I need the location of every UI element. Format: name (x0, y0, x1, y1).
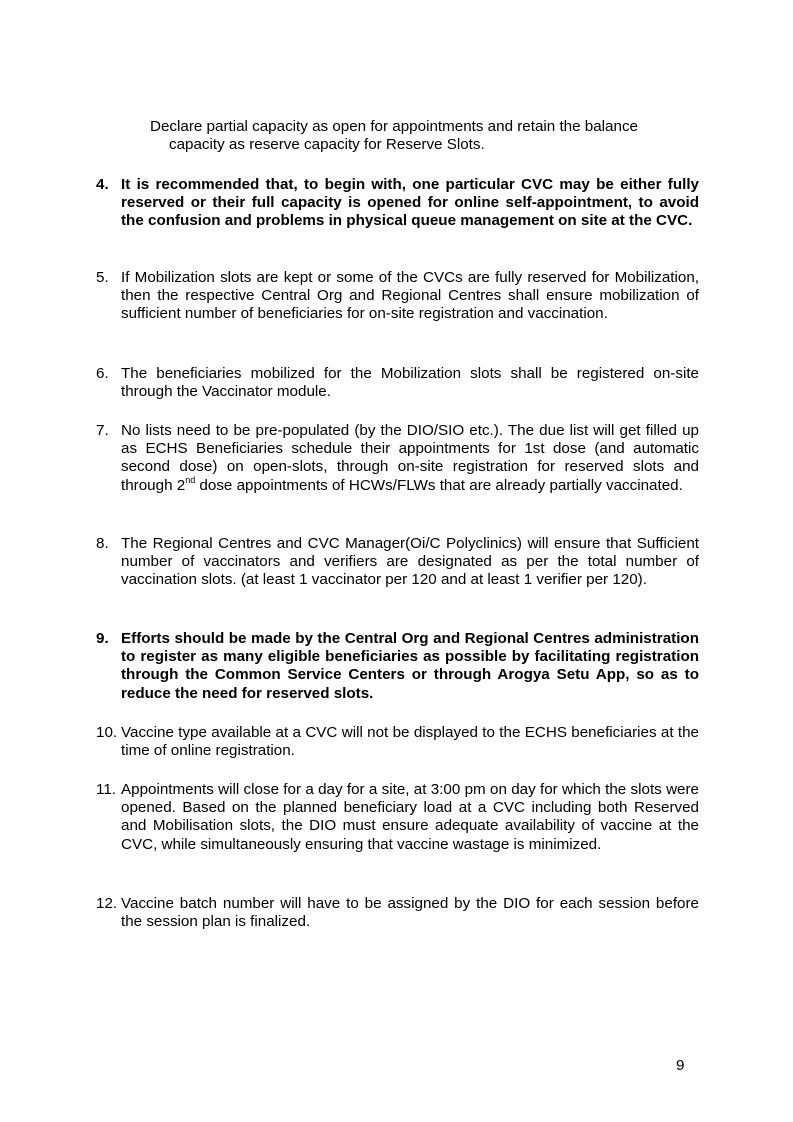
list-item-12 (96, 895, 699, 931)
intro-paragraph (150, 118, 698, 154)
list-item-4 (96, 176, 699, 231)
item-number: 4. (96, 176, 109, 193)
item-number: 9. (96, 630, 109, 647)
item-number: 10. (96, 724, 118, 741)
item-text: Appointments will close for a day for a site, at 3:00 pm on day for which the slots were opened. Based on the planned beneficiary load at a CVC including both Reserved and Mobilisation slots, the DIO must ensure adequate availability of vaccine at the CVC, while simultaneously ensuring that vaccine wastage is minimized. (121, 781, 699, 853)
item-text-after: dose appointments of HCWs/FLWs that are already partially vaccinated. (195, 476, 683, 494)
item-text: Vaccine batch number will have to be assigned by the DIO for each session before the session plan is finalized. (121, 895, 699, 931)
intro-line-1: Declare partial capacity as open for appointments and retain the balance (150, 118, 638, 135)
item-text: The Regional Centres and CVC Manager(Oi/C Polyclinics) will ensure that Sufficient number of vaccinators and verifiers are designated as per the total number of vaccination slots. (at least 1 vaccinator per 120 and at least 1 verifier per 120). (121, 535, 699, 589)
item-number: 7. (96, 422, 109, 439)
item-number: 12. (96, 895, 118, 912)
ordinal-suffix: nd (185, 474, 196, 485)
list-item-7 (96, 422, 699, 495)
item-text (121, 422, 699, 495)
intro-line-2: capacity as reserve capacity for Reserve Slots. (169, 136, 485, 154)
item-text: If Mobilization slots are kept or some of the CVCs are fully reserved for Mobilization, then the respective Central Org and Regional Centres shall ensure mobilization of sufficient number of beneficiaries for on-site registration and vaccination. (121, 269, 699, 323)
list-item-8 (96, 535, 699, 590)
list-item-9 (96, 630, 699, 703)
item-number: 11. (96, 781, 116, 798)
list-item-11 (96, 781, 699, 854)
list-item-10 (96, 724, 699, 760)
item-text-before: No lists need to be pre-populated (by the DIO/SIO etc.). The due list will get filled up as ECHS Beneficiaries schedule their appointments for 1st dose (and automatic second dose) on open-slots, through on-site registration for reserved slots and through 2 (121, 422, 699, 494)
page-number: 9 (676, 1057, 685, 1074)
item-number: 5. (96, 269, 109, 286)
list-item-5 (96, 269, 699, 324)
item-text: The beneficiaries mobilized for the Mobilization slots shall be registered on-site through the Vaccinator module. (121, 365, 699, 401)
item-number: 6. (96, 365, 109, 382)
item-number: 8. (96, 535, 109, 552)
item-text: Efforts should be made by the Central Org and Regional Centres administration to register as many eligible beneficiaries as possible by facilitating registration through the Common Service Centers or through Arogya Setu App, so as to reduce the need for reserved slots. (121, 630, 699, 702)
list-item-6 (96, 365, 699, 401)
item-text: It is recommended that, to begin with, one particular CVC may be either fully reserved or their full capacity is opened for online self-appointment, to avoid the confusion and problems in physical queue management on site at the CVC. (121, 176, 699, 230)
item-text: Vaccine type available at a CVC will not be displayed to the ECHS beneficiaries at the time of online registration. (121, 724, 699, 760)
